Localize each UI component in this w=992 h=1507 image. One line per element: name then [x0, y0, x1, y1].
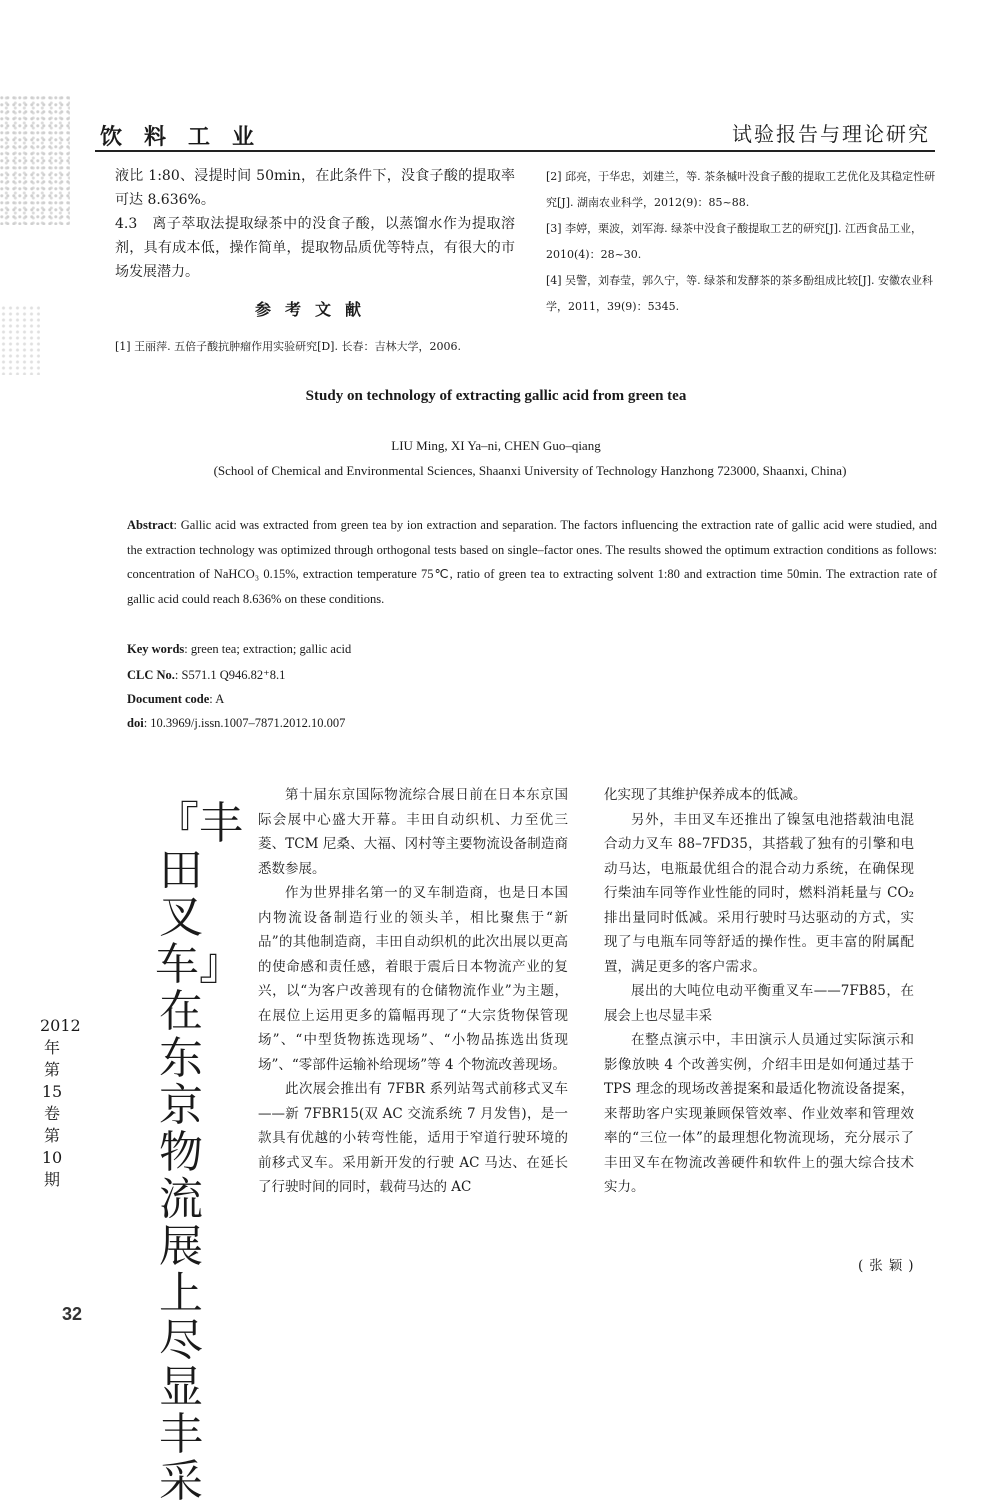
scan-noise	[0, 305, 40, 375]
news-author: (张颖)	[858, 1258, 920, 1274]
doi-label: doi	[127, 716, 144, 730]
news-paragraph: 展出的大吨位电动平衡重叉车——7FB85，在展会上也尽显丰采	[604, 983, 914, 1024]
news-column-left	[258, 783, 568, 1200]
conclusion-paragraph: 液比 1:80、浸提时间 50min，在此条件下，没食子酸的提取率可达 8.636%。	[115, 168, 515, 208]
news-paragraph: 此次展会推出有 7FBR 系列站驾式前移式叉车——新 7FBR15(双 AC 交流系统 7 月发售)，是一款具有优越的小转弯性能，适用于窄道行驶环境的前移式叉车。采用新开发的行驶 AC 马达、在延长了行驶时间的同时，载荷马达的 AC	[258, 1081, 568, 1195]
document-code: : A	[209, 692, 225, 706]
english-affiliation: (School of Chemical and Environmental Sciences, Shaanxi University of Technology Hanzhong 723000, Shaanxi, China)	[213, 463, 847, 478]
reference-item: [4] 吴警，刘春莹，郭久宁，等. 绿茶和发酵茶的茶多酚组成比较[J]. 安徽农业科学，2011，39(9)：5345.	[546, 274, 934, 313]
keywords-line	[127, 642, 937, 657]
section-name: 试验报告与理论研究	[732, 122, 930, 146]
english-authors: LIU Ming, XI Ya–ni, CHEN Guo–qiang	[391, 438, 601, 453]
keywords: : green tea; extraction; gallic acid	[184, 642, 352, 656]
news-column-right	[604, 783, 914, 1200]
english-title: Study on technology of extracting gallic acid from green tea	[305, 388, 687, 404]
doccode-line	[127, 692, 937, 707]
news-paragraph: 作为世界排名第一的叉车制造商，也是日本国内物流设备制造行业的领头羊，相比聚焦于“新品”的其他制造商，丰田自动织机的此次出展以更高的使命感和责任感，着眼于震后日本物流产业的复兴，以“为客户改善现有的仓储物流作业”为主题，在展位上运用更多的篇幅再现了“大宗货物保管现场”、“中型货物拣选现场”、“小物品拣选出货现场”、“零部件运输补给现场”等 4 个物流改善现场。	[258, 885, 568, 1073]
news-paragraph: 第十届东京国际物流综合展日前在日本东京国际会展中心盛大开幕。丰田自动织机、力至优三菱、TCM 尼桑、大福、冈村等主要物流设备制造商悉数参展。	[258, 787, 568, 877]
abstract-label: Abstract	[127, 518, 174, 532]
news-paragraph: 在整点演示中，丰田演示人员通过实际演示和影像放映 4 个改善实例，介绍丰田是如何通过基于 TPS 理念的现场改善提案和最适化物流设备提案，来帮助客户实现兼顾保管效率、作业效率和管理效率的“三位一体”的最理想化物流现场，充分展示了丰田叉车在物流改善硬件和软件上的强大综合技术实力。	[604, 1032, 914, 1195]
clc-line	[127, 667, 937, 683]
clc-number: : S571.1 Q946.82⁺8.1	[174, 668, 286, 682]
news-paragraph: 化实现了其维护保养成本的低减。	[604, 787, 807, 803]
journal-name: 饮料工业	[100, 124, 277, 150]
conclusion-paragraph: 4.3 离子萃取法提取绿茶中的没食子酸，以蒸馏水作为提取溶剂，具有成本低，操作简单，提取物品质优等特点，有很大的市场发展潜力。	[115, 216, 515, 280]
header-rule	[95, 150, 935, 152]
clc-label: CLC No.	[127, 668, 175, 682]
abstract	[127, 513, 937, 611]
reference-item: [1] 王丽萍. 五倍子酸抗肿瘤作用实验研究[D]. 长春：吉林大学，2006.	[115, 340, 461, 353]
issue-info: 2012年第15卷第10期	[40, 1016, 81, 1189]
keywords-label: Key words	[127, 642, 185, 656]
conclusion-text	[115, 164, 515, 284]
doccode-label: Document code	[127, 692, 210, 706]
news-title: 『丰田叉车』在东京物流展上尽显丰采	[155, 798, 243, 1507]
page-number: 32	[62, 1304, 83, 1324]
reference-list	[546, 164, 938, 320]
scan-noise	[0, 95, 70, 225]
abstract-text: : Gallic acid was extracted from green tea by ion extraction and separation. The factors influencing the extraction rate of gallic acid were studied, and the extraction technology was optimized through orthogonal tests based on single–factor ones. The results showed the optimum extraction conditions as follows: concentration of NaHCO₃ 0.15%, extraction temperature 75℃, ratio of green tea to extracting solvent 1:80 and extraction time 50min. The extraction rate of gallic acid could reach 8.636% on these conditions.	[127, 518, 937, 606]
reference-item: [3] 李婷，栗波，刘军海. 绿茶中没食子酸提取工艺的研究[J]. 江西食品工业，2010(4)：28~30.	[546, 222, 923, 261]
reference-item: [2] 邱亮，于华忠，刘建兰，等. 茶条槭叶没食子酸的提取工艺优化及其稳定性研究[J]. 湖南农业科学，2012(9)：85~88.	[546, 170, 936, 209]
doi-line	[127, 716, 937, 731]
news-paragraph: 另外，丰田叉车还推出了镍氢电池搭载油电混合动力叉车 88–7FD35，其搭载了独有的引擎和电动马达，电瓶最优组合的混合动力系统，在确保现行柴油车同等作业性能的同时，燃料消耗量与 CO₂ 排出量同时低减。采用行驶时马达驱动的方式，实现了与电瓶车同等舒适的操作性。更丰富的附属配置，满足更多的客户需求。	[604, 811, 914, 975]
doi: : 10.3969/j.issn.1007–7871.2012.10.007	[143, 716, 346, 730]
references-heading: 参考文献	[255, 300, 376, 319]
